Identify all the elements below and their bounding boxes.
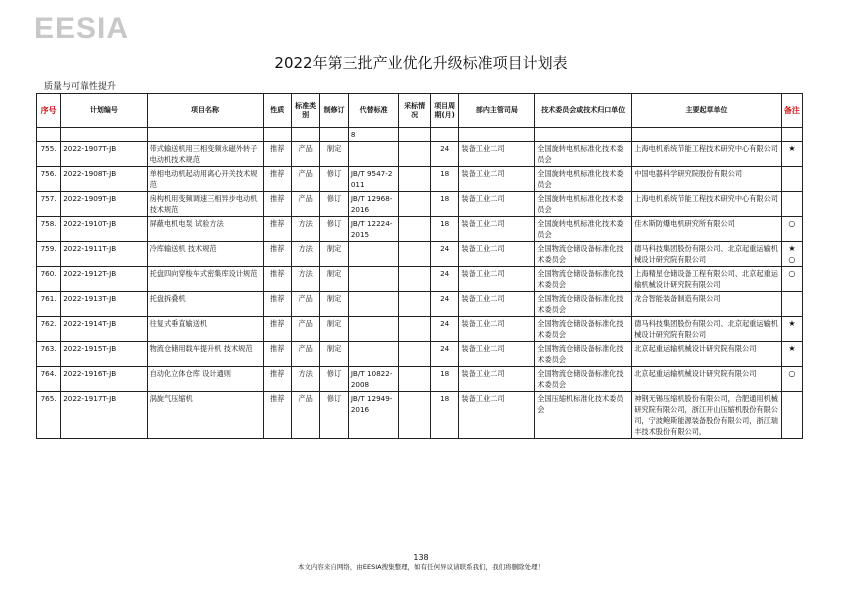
cell-department: 装备工业二司 [459, 267, 535, 292]
cell-drafter: 德马科技集团股份有限公司、北京起重运输机械设计研究院有限公司 [632, 317, 782, 342]
cell-project-name: 物流仓储用载车提升机 技术规范 [147, 342, 263, 367]
header-category: 标准类别 [291, 94, 319, 128]
cell-plan-number: 2022-1910T-JB [61, 217, 147, 242]
cell-drafter: 上海精星仓储设备工程有限公司、北京起重运输机械设计研究院有限公司 [632, 267, 782, 292]
cell-nature: 推荐 [263, 242, 291, 267]
cell-row-number: 765. [37, 392, 61, 439]
cell-drafter: 德马科技集团股份有限公司、北京起重运输机械设计研究院有限公司 [632, 242, 782, 267]
cell-project-name: 单相电动机起动用离心开关技术规范 [147, 167, 263, 192]
cell-committee: 全国旋转电机标准化技术委员会 [535, 142, 632, 167]
cell-committee: 全国物流仓储设备标准化技术委员会 [535, 317, 632, 342]
table-row [37, 267, 803, 292]
cell-period: 18 [430, 192, 458, 217]
cell-nature: 推荐 [263, 192, 291, 217]
carry-over-text: 8 [348, 128, 399, 142]
table-header-row [37, 94, 803, 128]
cell-plan-number: 2022-1912T-JB [61, 267, 147, 292]
table-row [37, 367, 803, 392]
cell-drafter: 北京起重运输机械设计研究院有限公司 [632, 342, 782, 367]
document-title: 2022年第三批产业优化升级标准项目计划表 [274, 54, 568, 72]
cell-row-number: 761. [37, 292, 61, 317]
cell-project-name: 屏蔽电机电泵 试验方法 [147, 217, 263, 242]
header-serial: 序号 [37, 94, 61, 128]
cell-remark: ○ [781, 217, 802, 242]
cell-adoption [399, 367, 431, 392]
cell-revision: 制定 [320, 242, 348, 267]
cell-remark [781, 392, 802, 439]
cell-category: 产品 [291, 342, 319, 367]
footer-disclaimer: 本文内容来自网络，由EESIA搜集整理，如有任何异议请联系我们，我们将删除处理！ [297, 563, 545, 571]
cell-committee: 全国压缩机标准化技术委员会 [535, 392, 632, 439]
header-period: 项目周期(月) [430, 94, 458, 128]
cell-adoption [399, 342, 431, 367]
header-drafter: 主要起草单位 [632, 94, 782, 128]
cell-adoption [399, 192, 431, 217]
cell-adoption [399, 142, 431, 167]
subcategory-label: 质量与可靠性提升 [44, 82, 117, 92]
cell-row-number: 762. [37, 317, 61, 342]
cell-adoption [399, 267, 431, 292]
cell-category: 方法 [291, 242, 319, 267]
cell-row-number: 756. [37, 167, 61, 192]
header-plan-number: 计划编号 [61, 94, 147, 128]
cell-drafter: 上海电机系统节能工程技术研究中心有限公司 [632, 192, 782, 217]
table-row [37, 242, 803, 267]
cell-replaces [348, 142, 399, 167]
cell-committee: 全国物流仓储设备标准化技术委员会 [535, 367, 632, 392]
cell-category: 产品 [291, 392, 319, 439]
cell-row-number: 763. [37, 342, 61, 367]
cell-plan-number: 2022-1913T-JB [61, 292, 147, 317]
cell-category: 方法 [291, 267, 319, 292]
table-row [37, 342, 803, 367]
cell-committee: 全国物流仓储设备标准化技术委员会 [535, 242, 632, 267]
cell-project-name: 托盘拆叠机 [147, 292, 263, 317]
cell-plan-number: 2022-1911T-JB [61, 242, 147, 267]
cell-nature: 推荐 [263, 142, 291, 167]
cell-department: 装备工业二司 [459, 367, 535, 392]
cell-category: 产品 [291, 142, 319, 167]
cell-department: 装备工业二司 [459, 217, 535, 242]
cell-revision: 制定 [320, 317, 348, 342]
cell-project-name: 托盘四向穿梭车式密集库设计规范 [147, 267, 263, 292]
cell-row-number: 755. [37, 142, 61, 167]
cell-plan-number: 2022-1907T-JB [61, 142, 147, 167]
cell-project-name: 带式输送机用三相变频永磁外转子电动机技术规范 [147, 142, 263, 167]
cell-row-number: 759. [37, 242, 61, 267]
cell-revision: 修订 [320, 392, 348, 439]
page-number: 138 [413, 553, 429, 562]
cell-category: 产品 [291, 167, 319, 192]
cell-project-name: 自动化立体仓库 设计通则 [147, 367, 263, 392]
header-project-name: 项目名称 [147, 94, 263, 128]
cell-revision: 修订 [320, 192, 348, 217]
cell-department: 装备工业二司 [459, 392, 535, 439]
cell-adoption [399, 317, 431, 342]
header-committee: 技术委员会或技术归口单位 [535, 94, 632, 128]
cell-drafter: 神钢无锡压缩机股份有限公司，合肥通用机械研究院有限公司，浙江开山压缩机股份有限公司，宁波鲍斯能源装备股份有限公司，浙江瑞丰技术股份有限公司， [632, 392, 782, 439]
cell-period: 24 [430, 142, 458, 167]
table-row [37, 192, 803, 217]
cell-category: 方法 [291, 217, 319, 242]
cell-department: 装备工业二司 [459, 292, 535, 317]
cell-period: 24 [430, 292, 458, 317]
cell-revision: 制定 [320, 292, 348, 317]
cell-replaces [348, 342, 399, 367]
cell-committee: 全国旋转电机标准化技术委员会 [535, 167, 632, 192]
cell-plan-number: 2022-1917T-JB [61, 392, 147, 439]
cell-drafter: 中国电器科学研究院股份有限公司 [632, 167, 782, 192]
cell-nature: 推荐 [263, 342, 291, 367]
cell-remark [781, 292, 802, 317]
cell-adoption [399, 392, 431, 439]
cell-remark [781, 192, 802, 217]
cell-nature: 推荐 [263, 367, 291, 392]
cell-department: 装备工业二司 [459, 317, 535, 342]
cell-project-name: 涡旋气压缩机 [147, 392, 263, 439]
cell-plan-number: 2022-1908T-JB [61, 167, 147, 192]
cell-drafter: 上海电机系统节能工程技术研究中心有限公司 [632, 142, 782, 167]
header-department: 部内主管司局 [459, 94, 535, 128]
carry-over-row [37, 128, 803, 142]
cell-department: 装备工业二司 [459, 192, 535, 217]
cell-project-name: 冷库输送机 技术规范 [147, 242, 263, 267]
cell-committee: 全国物流仓储设备标准化技术委员会 [535, 342, 632, 367]
cell-revision: 修订 [320, 367, 348, 392]
cell-nature: 推荐 [263, 167, 291, 192]
cell-adoption [399, 167, 431, 192]
cell-department: 装备工业二司 [459, 167, 535, 192]
cell-adoption [399, 242, 431, 267]
cell-department: 装备工业二司 [459, 242, 535, 267]
cell-replaces: JB/T 12949-2016 [348, 392, 399, 439]
cell-revision: 制定 [320, 267, 348, 292]
cell-remark: ★ ○ [781, 242, 802, 267]
cell-remark [781, 167, 802, 192]
cell-drafter: 龙合智能装备制造有限公司 [632, 292, 782, 317]
cell-project-name: 房构机用变频调速三相异步电动机技术规范 [147, 192, 263, 217]
cell-plan-number: 2022-1914T-JB [61, 317, 147, 342]
header-remark: 备注 [781, 94, 802, 128]
cell-row-number: 758. [37, 217, 61, 242]
cell-category: 产品 [291, 292, 319, 317]
cell-period: 18 [430, 392, 458, 439]
cell-replaces [348, 267, 399, 292]
cell-committee: 全国物流仓储设备标准化技术委员会 [535, 267, 632, 292]
standards-plan-table [36, 93, 803, 439]
cell-period: 24 [430, 317, 458, 342]
cell-adoption [399, 292, 431, 317]
cell-drafter: 佳木斯防爆电机研究所有限公司 [632, 217, 782, 242]
eesia-logo: EESIA [34, 12, 130, 45]
cell-replaces: JB/T 10822-2008 [348, 367, 399, 392]
cell-replaces: JB/T 12224-2015 [348, 217, 399, 242]
header-adoption: 采标情况 [399, 94, 431, 128]
table-row [37, 292, 803, 317]
cell-remark: ★ [781, 142, 802, 167]
header-revision: 制修订 [320, 94, 348, 128]
cell-replaces: JB/T 12968-2016 [348, 192, 399, 217]
cell-revision: 制定 [320, 142, 348, 167]
header-nature: 性质 [263, 94, 291, 128]
cell-revision: 修订 [320, 167, 348, 192]
table-row [37, 167, 803, 192]
cell-plan-number: 2022-1915T-JB [61, 342, 147, 367]
cell-remark: ★ [781, 342, 802, 367]
cell-period: 18 [430, 217, 458, 242]
cell-plan-number: 2022-1909T-JB [61, 192, 147, 217]
cell-category: 产品 [291, 192, 319, 217]
cell-nature: 推荐 [263, 292, 291, 317]
header-replaces: 代替标准 [348, 94, 399, 128]
cell-category: 产品 [291, 317, 319, 342]
cell-plan-number: 2022-1916T-JB [61, 367, 147, 392]
cell-replaces: JB/T 9547-2011 [348, 167, 399, 192]
cell-row-number: 757. [37, 192, 61, 217]
cell-replaces [348, 317, 399, 342]
table-row [37, 317, 803, 342]
cell-period: 24 [430, 267, 458, 292]
cell-revision: 制定 [320, 342, 348, 367]
cell-category: 方法 [291, 367, 319, 392]
cell-committee: 全国旋转电机标准化技术委员会 [535, 192, 632, 217]
cell-committee: 全国物流仓储设备标准化技术委员会 [535, 292, 632, 317]
cell-replaces [348, 292, 399, 317]
cell-committee: 全国旋转电机标准化技术委员会 [535, 217, 632, 242]
cell-remark: ○ [781, 367, 802, 392]
cell-period: 24 [430, 342, 458, 367]
cell-period: 18 [430, 367, 458, 392]
cell-remark: ★ [781, 317, 802, 342]
cell-nature: 推荐 [263, 392, 291, 439]
table-row [37, 392, 803, 439]
cell-period: 18 [430, 167, 458, 192]
cell-row-number: 764. [37, 367, 61, 392]
cell-remark: ○ [781, 267, 802, 292]
cell-drafter: 北京起重运输机械设计研究院有限公司 [632, 367, 782, 392]
cell-adoption [399, 217, 431, 242]
cell-department: 装备工业二司 [459, 142, 535, 167]
cell-nature: 推荐 [263, 267, 291, 292]
cell-department: 装备工业二司 [459, 342, 535, 367]
cell-project-name: 往复式垂直输送机 [147, 317, 263, 342]
cell-period: 24 [430, 242, 458, 267]
cell-row-number: 760. [37, 267, 61, 292]
cell-nature: 推荐 [263, 217, 291, 242]
cell-revision: 修订 [320, 217, 348, 242]
cell-replaces [348, 242, 399, 267]
table-row [37, 142, 803, 167]
table-row [37, 217, 803, 242]
cell-nature: 推荐 [263, 317, 291, 342]
